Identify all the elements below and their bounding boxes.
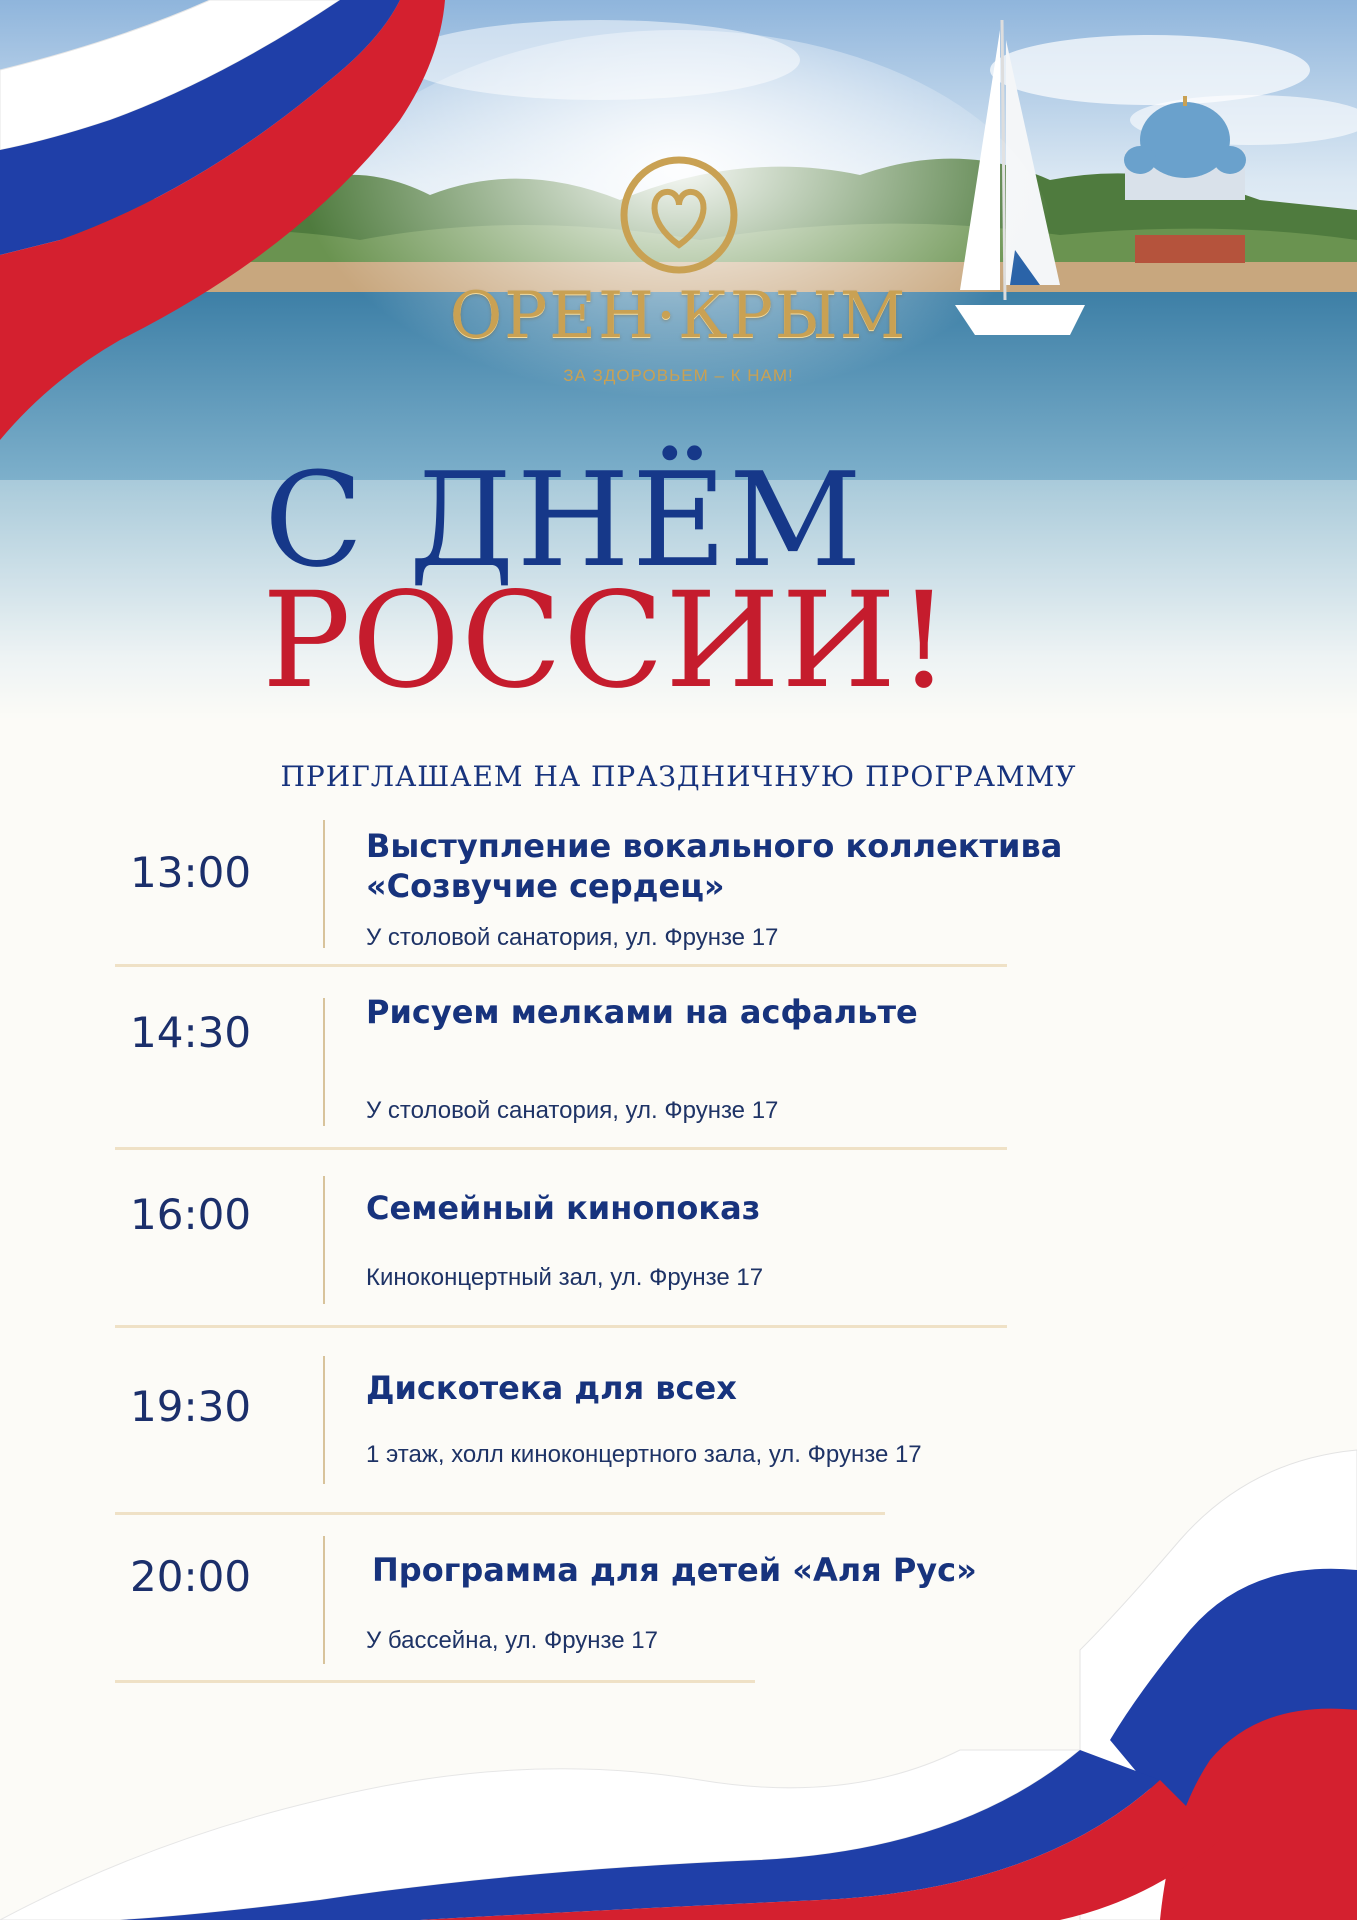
event-title: Семейный кинопоказ [366,1189,761,1227]
event-place: У бассейна, ул. Фрунзе 17 [366,1627,658,1654]
invite-text: ПРИГЛАШАЕМ НА ПРАЗДНИЧНУЮ ПРОГРАММУ [280,760,1077,793]
divider-vertical [323,1356,325,1484]
event-time: 16:00 [130,1190,252,1239]
flag-ribbon-bottom [0,1420,1357,1920]
event-title: Программа для детей «Аля Рус» [372,1551,977,1589]
event-title: Рисуем мелками на асфальте [366,993,918,1031]
divider-horizontal [115,1512,885,1515]
divider-vertical [323,998,325,1126]
event-place: Киноконцертный зал, ул. Фрунзе 17 [366,1264,764,1291]
event-place: У столовой санатория, ул. Фрунзе 17 [366,1097,779,1124]
brand-logo [0,150,1357,386]
headline-line2: РОССИИ! [262,564,952,718]
event-time: 14:30 [130,1008,252,1057]
divider-horizontal [115,964,1007,967]
divider-horizontal [115,1680,755,1683]
event-place: У столовой санатория, ул. Фрунзе 17 [366,924,779,951]
event-time: 20:00 [130,1552,252,1601]
headline-line1: С ДНЁМ [264,444,864,596]
event-title: Дискотека для всех [366,1369,737,1407]
event-time: 19:30 [130,1382,252,1431]
event-title: Выступление вокального коллектива [366,827,1063,865]
event-time: 13:00 [130,848,252,897]
brand-slogan: ЗА ЗДОРОВЬЕМ – К НАМ! [563,366,794,385]
divider-vertical [323,1536,325,1664]
divider-horizontal [115,1147,1007,1150]
divider-horizontal [115,1325,1007,1328]
event-title-line2: «Созвучие сердец» [366,867,725,905]
heart-ring-icon [614,150,744,280]
brand-name: ОРЕН·КРЫМ [449,279,908,353]
divider-vertical [323,820,325,948]
event-place: 1 этаж, холл киноконцертного зала, ул. Фрунзе 17 [366,1441,922,1468]
divider-vertical [323,1176,325,1304]
